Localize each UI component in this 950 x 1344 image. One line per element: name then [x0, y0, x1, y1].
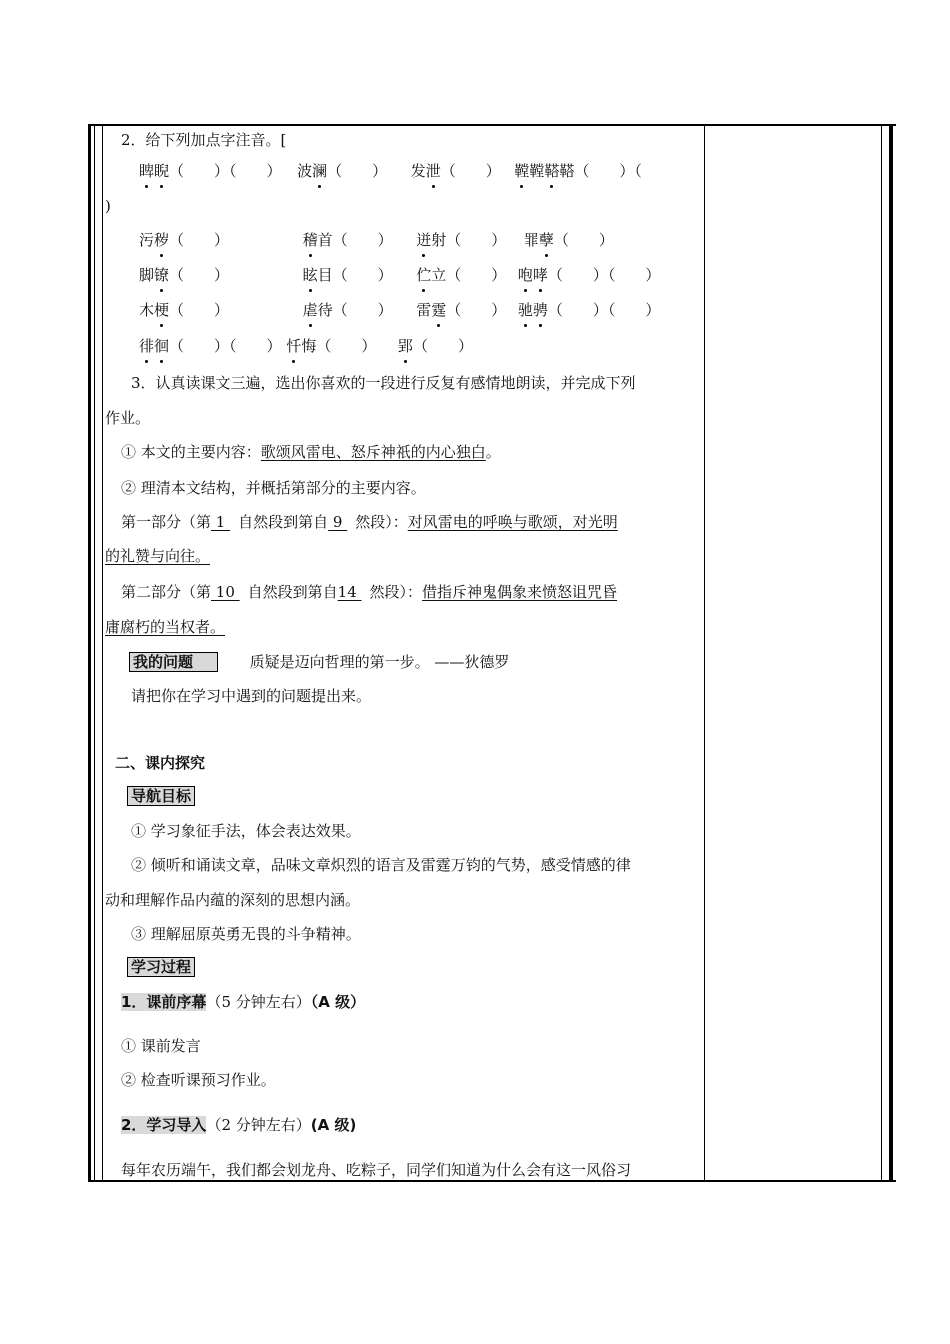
word-ying: 郢（ ）	[397, 337, 473, 355]
goal-1: ① 学习象征手法，体会表达效果。	[131, 822, 361, 840]
word-bolan: 波澜（ ）	[297, 162, 388, 180]
structure-line: ② 理清本文结构，并概括第部分的主要内容。	[121, 479, 426, 497]
part2-middle: 自然段到第自	[247, 583, 338, 601]
pinyin-row-5	[139, 336, 473, 356]
outer-left-border-thick	[88, 124, 91, 1182]
part2-answer-1: 借指斥神鬼偶象来愤怒诅咒昏	[422, 583, 618, 601]
step-2-title: 2．学习导入	[121, 1116, 207, 1134]
inner-left-border	[102, 124, 103, 1182]
word-faxie: 发泄（ ）	[410, 162, 501, 180]
part2-end-blank: 14	[337, 583, 362, 601]
question-prompt: 请把你在学习中遇到的问题提出来。	[131, 687, 372, 705]
part1-answer-2: 的礼赞与向往。	[105, 547, 211, 565]
main-content-end: 。	[485, 443, 501, 461]
top-border	[88, 124, 896, 126]
nav-goal-label: 导航目标	[127, 786, 195, 806]
word-jiaoliao: 脚镣（ ）	[139, 266, 230, 284]
main-content-answer: 歌颂风雷电、怒斥神祇的内心独白	[260, 443, 486, 461]
word-chicheng: 驰骋（ ）（ ）	[517, 301, 661, 319]
main-content-line	[121, 442, 501, 462]
word-paoxiao: 咆哮（ ）（ ）	[517, 266, 661, 284]
step-2-title-line	[121, 1115, 356, 1135]
step-2-time: （2 分钟左右）	[206, 1116, 311, 1134]
my-question-line	[129, 652, 509, 672]
my-question-label: 我的问题	[129, 652, 218, 672]
pinyin-row-4	[139, 300, 660, 320]
q3-line-2: 作业。	[105, 409, 151, 427]
step-2-level: (A 级)	[310, 1116, 357, 1134]
word-chanhui: 忏悔（ ）	[286, 337, 377, 355]
part1-suffix: 然段）：	[355, 513, 408, 531]
word-mugeng: 木梗（ ）	[139, 301, 230, 319]
step-1-title-line	[121, 992, 365, 1012]
q2-title: 2．给下列加点字注音。[	[121, 131, 287, 149]
step-1-item-a: ① 课前发言	[121, 1037, 201, 1055]
quote-text: 质疑是迈向哲理的第一步。 ——狄德罗	[249, 653, 510, 671]
pinyin-row-1	[139, 161, 642, 181]
part1-start-blank: 1	[211, 513, 231, 531]
pinyin-row-2	[139, 230, 614, 250]
word-qishou: 稽首（ ）	[302, 231, 393, 249]
step-1-level: （A 级）	[310, 993, 366, 1011]
process-label: 学习过程	[127, 957, 195, 977]
nav-goal-label-row	[127, 786, 195, 806]
step-1-title: 1．课前序幕	[121, 993, 207, 1011]
part2-line-2	[105, 617, 225, 637]
word-zhuli: 伫立（ ）	[416, 266, 507, 284]
part1-prefix: 第一部分（第	[121, 513, 212, 531]
part1-line-1	[121, 512, 618, 532]
word-tangta: 鞺鞺鞳鞳（ ）（	[514, 162, 642, 180]
goal-3: ③ 理解屈原英勇无畏的斗争精神。	[131, 925, 361, 943]
part2-prefix: 第二部分（第	[121, 583, 212, 601]
main-content-label: ① 本文的主要内容：	[121, 443, 261, 461]
part1-answer-1: 对风雷电的呼唤与歌颂，对光明	[407, 513, 618, 531]
word-zuinie: 罪孽（ ）	[523, 231, 614, 249]
outer-left-border-thin	[94, 124, 95, 1182]
word-xuanmu: 眩目（ ）	[302, 266, 393, 284]
word-paihuai: 徘徊（ ）（ ）	[139, 337, 282, 355]
word-leiting: 雷霆（ ）	[416, 301, 507, 319]
pinyin-row-1-tail: )	[105, 197, 111, 215]
part2-suffix: 然段）：	[369, 583, 423, 601]
step-1-item-b: ② 检查听课预习作业。	[121, 1071, 276, 1089]
process-label-row	[127, 957, 195, 977]
intro-paragraph: 每年农历端午，我们都会划龙舟、吃粽子，同学们知道为什么会有这一风俗习	[121, 1161, 632, 1179]
word-bengshe: 迸射（ ）	[416, 231, 507, 249]
part2-line-1	[121, 582, 617, 602]
part2-answer-2: 庸腐朽的当权者。	[105, 618, 226, 636]
word-wuhui: 污秽（ ）	[139, 231, 230, 249]
word-nuedai: 虐待（ ）	[302, 301, 393, 319]
outer-right-border-thick	[889, 124, 893, 1182]
inner-right-border	[881, 124, 882, 1182]
pinyin-row-3	[139, 265, 660, 285]
part1-line-2	[105, 546, 210, 566]
bottom-border	[88, 1180, 896, 1182]
word-pini: 睥睨（ ）（ ）	[139, 162, 282, 180]
goal-2-line-2: 动和理解作品内蕴的深刻的思想内涵。	[105, 891, 361, 909]
section-2-title: 二、课内探究	[115, 754, 206, 772]
part1-end-blank: 9	[328, 513, 348, 531]
part2-start-blank: 10	[211, 583, 240, 601]
goal-2-line-1: ② 倾听和诵读文章，品味文章炽烈的语言及雷霆万钧的气势，感受情感的律	[131, 856, 631, 874]
q3-line-1: 3．认真读课文三遍，选出你喜欢的一段进行反复有感情地朗读，并完成下列	[131, 374, 636, 392]
column-divider	[704, 124, 705, 1182]
step-1-time: （5 分钟左右）	[206, 993, 311, 1011]
part1-middle: 自然段到第自	[238, 513, 329, 531]
